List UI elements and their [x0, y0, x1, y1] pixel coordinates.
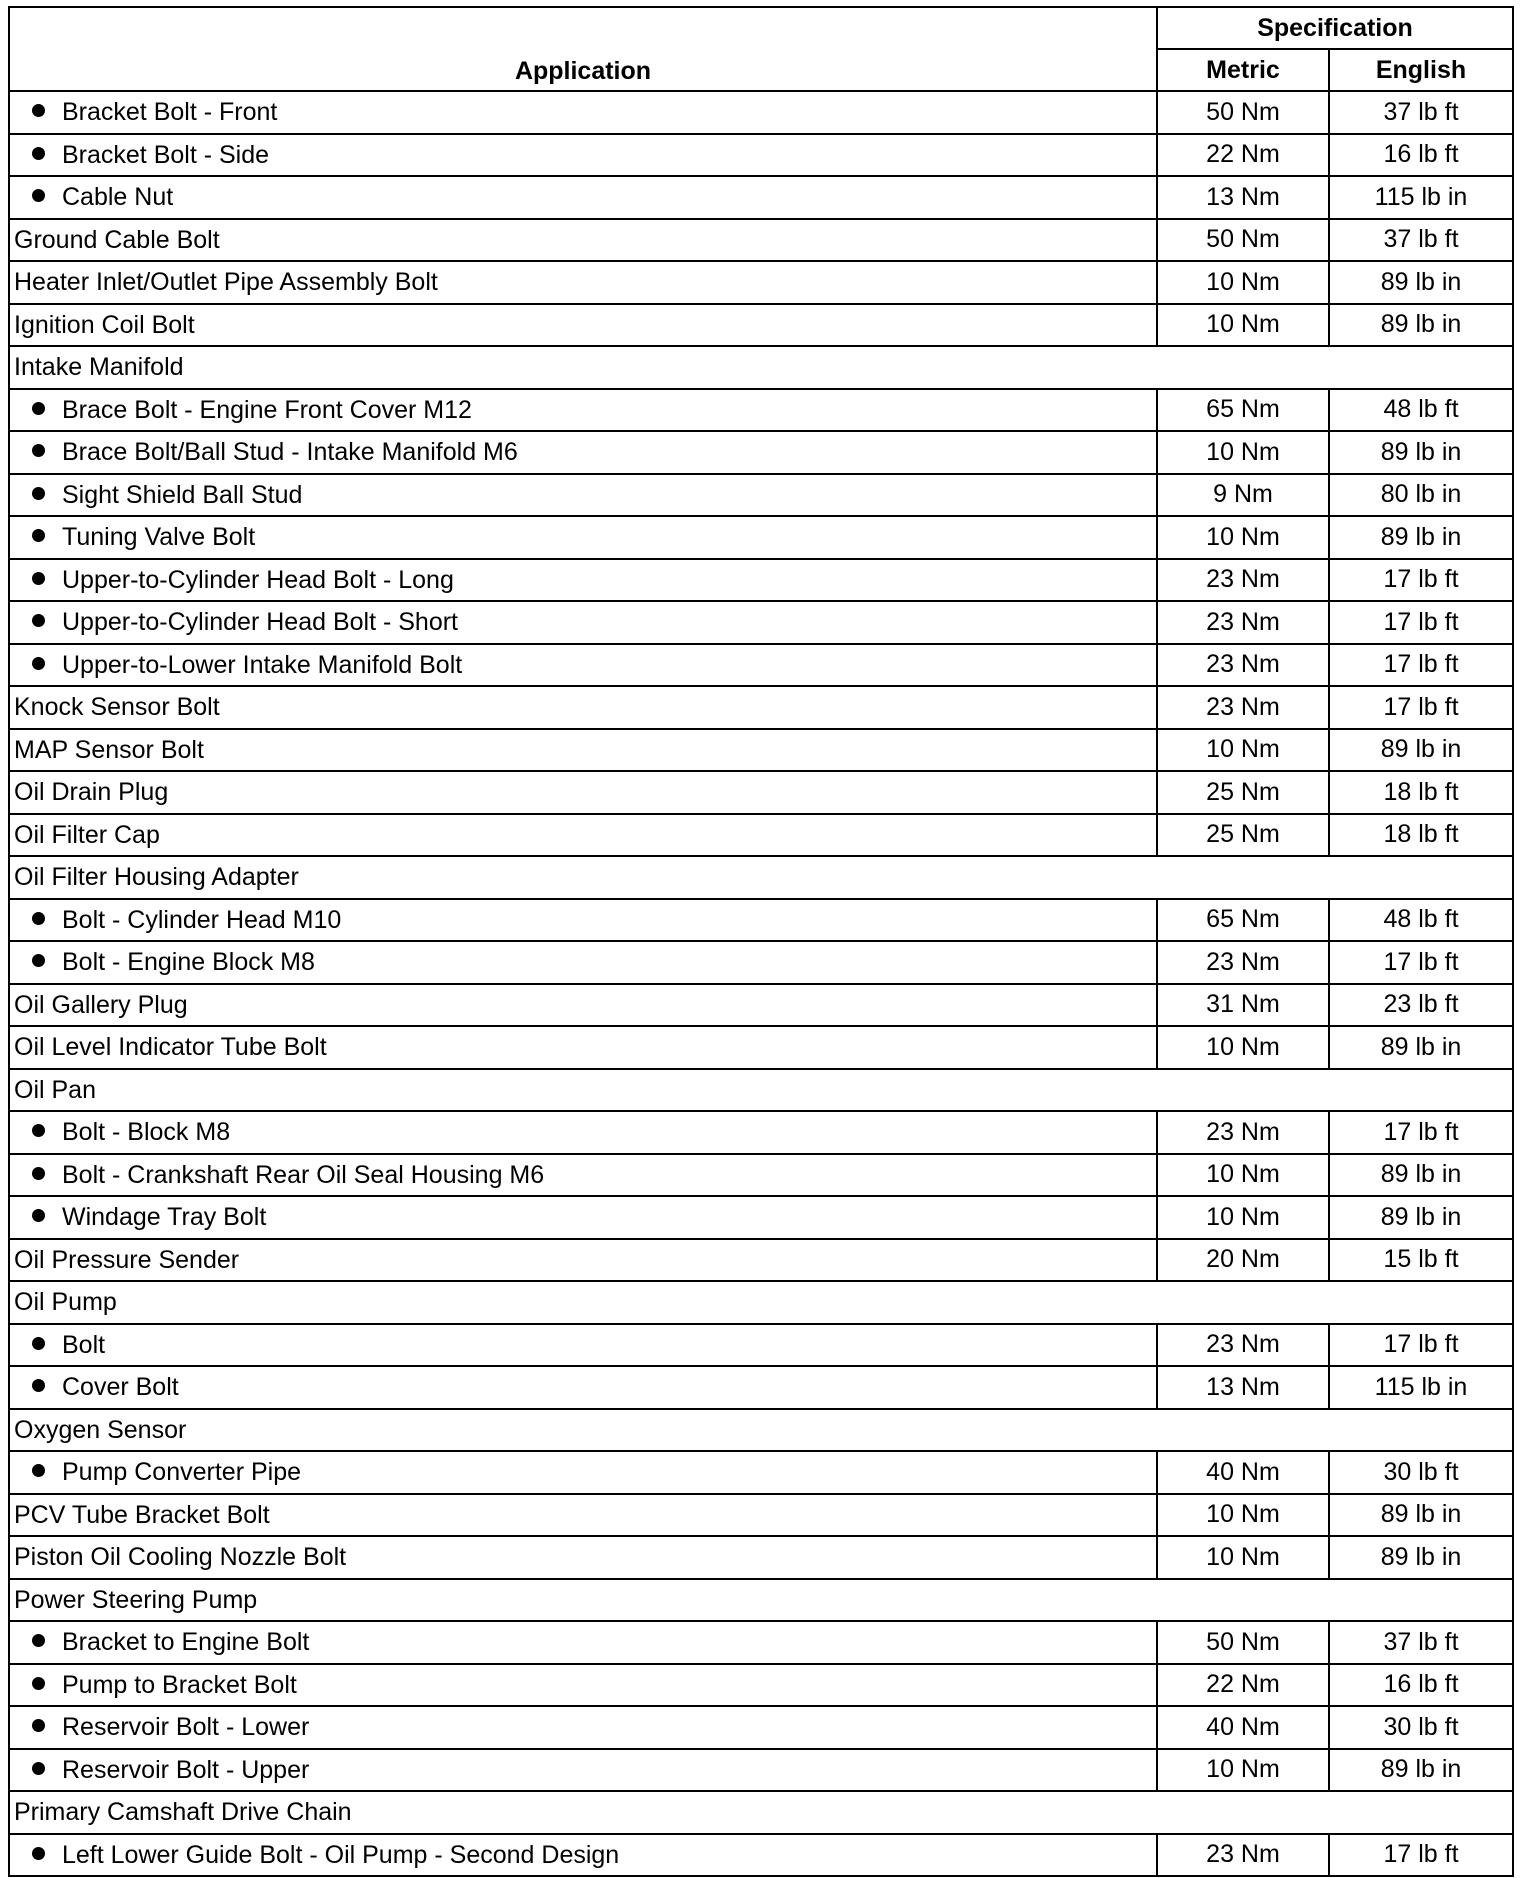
table-row — [9, 219, 1513, 262]
bullet-icon — [32, 1124, 45, 1137]
english-value: 89 lb in — [1329, 1154, 1513, 1197]
bullet-icon — [32, 1337, 45, 1350]
english-value: 115 lb in — [1329, 176, 1513, 219]
table-body — [9, 91, 1513, 1876]
table-row — [9, 1366, 1513, 1409]
table-row — [9, 389, 1513, 432]
application-cell — [9, 1026, 1157, 1069]
metric-value: 50 Nm — [1157, 1621, 1329, 1664]
application-label: Brace Bolt/Ball Stud - Intake Manifold M6 — [62, 438, 518, 467]
metric-value: 31 Nm — [1157, 984, 1329, 1027]
metric-value: 10 Nm — [1157, 304, 1329, 347]
metric-value: 23 Nm — [1157, 601, 1329, 644]
application-cell — [9, 559, 1157, 602]
application-cell — [9, 984, 1157, 1027]
application-label: Bolt - Engine Block M8 — [62, 948, 315, 977]
table-row — [9, 176, 1513, 219]
english-value: 89 lb in — [1329, 1536, 1513, 1579]
table-row — [9, 1536, 1513, 1579]
metric-value: 10 Nm — [1157, 1749, 1329, 1792]
metric-value: 50 Nm — [1157, 219, 1329, 262]
application-label: Oil Pressure Sender — [14, 1245, 240, 1274]
application-cell — [9, 474, 1157, 517]
table-row — [9, 261, 1513, 304]
metric-value: 10 Nm — [1157, 261, 1329, 304]
metric-value: 10 Nm — [1157, 516, 1329, 559]
english-value: 17 lb ft — [1329, 644, 1513, 687]
bullet-icon — [32, 147, 45, 160]
metric-value: 23 Nm — [1157, 1111, 1329, 1154]
english-value: 17 lb ft — [1329, 686, 1513, 729]
application-cell — [9, 729, 1157, 772]
application-cell — [9, 1324, 1157, 1367]
table-row — [9, 1026, 1513, 1069]
metric-value: 23 Nm — [1157, 644, 1329, 687]
application-label: Bolt — [62, 1330, 106, 1359]
table-row — [9, 729, 1513, 772]
english-value: 89 lb in — [1329, 1494, 1513, 1537]
bullet-icon — [32, 954, 45, 967]
application-label: Sight Shield Ball Stud — [62, 480, 303, 509]
application-cell — [9, 389, 1157, 432]
english-value: 17 lb ft — [1329, 559, 1513, 602]
english-value: 89 lb in — [1329, 304, 1513, 347]
application-label: Upper-to-Lower Intake Manifold Bolt — [62, 650, 463, 679]
table-row — [9, 814, 1513, 857]
metric-value: 25 Nm — [1157, 814, 1329, 857]
application-cell — [9, 1196, 1157, 1239]
application-label: Reservoir Bolt - Upper — [62, 1755, 310, 1784]
bullet-icon — [32, 614, 45, 627]
metric-value: 10 Nm — [1157, 1536, 1329, 1579]
application-cell — [9, 431, 1157, 474]
english-value: 18 lb ft — [1329, 814, 1513, 857]
bullet-icon — [32, 1634, 45, 1647]
application-label: Knock Sensor Bolt — [14, 693, 220, 722]
application-label: MAP Sensor Bolt — [14, 735, 204, 764]
metric-value: 10 Nm — [1157, 1026, 1329, 1069]
table-row — [9, 1749, 1513, 1792]
english-value: 37 lb ft — [1329, 91, 1513, 134]
application-cell — [9, 1621, 1157, 1664]
application-cell — [9, 1451, 1157, 1494]
english-value: 30 lb ft — [1329, 1706, 1513, 1749]
application-label: Oxygen Sensor — [14, 1415, 187, 1444]
table-row — [9, 1664, 1513, 1707]
english-value: 16 lb ft — [1329, 1664, 1513, 1707]
english-value: 30 lb ft — [1329, 1451, 1513, 1494]
metric-value: 9 Nm — [1157, 474, 1329, 517]
table-row — [9, 1706, 1513, 1749]
english-value: 89 lb in — [1329, 516, 1513, 559]
application-label: Oil Filter Housing Adapter — [14, 863, 299, 892]
bullet-icon — [32, 1762, 45, 1775]
english-header: English — [1329, 49, 1513, 91]
bullet-icon — [32, 1847, 45, 1860]
metric-value: 23 Nm — [1157, 941, 1329, 984]
english-value: 89 lb in — [1329, 1196, 1513, 1239]
table-row — [9, 304, 1513, 347]
application-label: Bolt - Crankshaft Rear Oil Seal Housing M6 — [62, 1160, 545, 1189]
application-label: Pump to Bracket Bolt — [62, 1670, 297, 1699]
metric-value: 40 Nm — [1157, 1706, 1329, 1749]
table-row — [9, 474, 1513, 517]
group-header-row — [9, 856, 1513, 899]
application-cell — [9, 516, 1157, 559]
bullet-icon — [32, 1379, 45, 1392]
metric-value: 10 Nm — [1157, 1494, 1329, 1537]
application-label: Left Lower Guide Bolt - Oil Pump - Second Design — [62, 1840, 620, 1869]
bullet-icon — [32, 402, 45, 415]
application-label: Oil Pan — [14, 1075, 96, 1104]
bullet-icon — [32, 572, 45, 585]
table-row — [9, 1196, 1513, 1239]
application-cell — [9, 1791, 1513, 1834]
table-row — [9, 516, 1513, 559]
table-row — [9, 1451, 1513, 1494]
application-label: Intake Manifold — [14, 353, 184, 382]
application-label: Bracket to Engine Bolt — [62, 1628, 310, 1657]
english-value: 115 lb in — [1329, 1366, 1513, 1409]
application-label: Bracket Bolt - Side — [62, 140, 270, 169]
group-header-row — [9, 1281, 1513, 1324]
english-value: 89 lb in — [1329, 729, 1513, 772]
metric-value: 13 Nm — [1157, 176, 1329, 219]
application-cell — [9, 899, 1157, 942]
application-label: Bolt - Block M8 — [62, 1118, 231, 1147]
application-label: Oil Filter Cap — [14, 820, 160, 849]
metric-header: Metric — [1157, 49, 1329, 91]
application-cell — [9, 1154, 1157, 1197]
application-cell — [9, 1749, 1157, 1792]
application-header: Application — [9, 7, 1157, 91]
metric-value: 10 Nm — [1157, 729, 1329, 772]
metric-value: 40 Nm — [1157, 1451, 1329, 1494]
table-row — [9, 1324, 1513, 1367]
application-cell — [9, 686, 1157, 729]
metric-value: 10 Nm — [1157, 431, 1329, 474]
table-row — [9, 984, 1513, 1027]
table-row — [9, 601, 1513, 644]
metric-value: 22 Nm — [1157, 134, 1329, 177]
application-label: Reservoir Bolt - Lower — [62, 1713, 310, 1742]
metric-value: 65 Nm — [1157, 389, 1329, 432]
application-cell — [9, 1536, 1157, 1579]
english-value: 17 lb ft — [1329, 1834, 1513, 1877]
table-header — [9, 7, 1513, 91]
application-cell — [9, 304, 1157, 347]
application-cell — [9, 176, 1157, 219]
application-label: Cover Bolt — [62, 1373, 179, 1402]
group-header-row — [9, 1069, 1513, 1112]
bullet-icon — [32, 657, 45, 670]
application-cell — [9, 219, 1157, 262]
application-label: Upper-to-Cylinder Head Bolt - Short — [62, 608, 458, 637]
bullet-icon — [32, 1464, 45, 1477]
metric-value: 23 Nm — [1157, 1834, 1329, 1877]
application-cell — [9, 1366, 1157, 1409]
table-row — [9, 899, 1513, 942]
application-label: Oil Level Indicator Tube Bolt — [14, 1033, 327, 1062]
table-row — [9, 1834, 1513, 1877]
english-value: 89 lb in — [1329, 1749, 1513, 1792]
bullet-icon — [32, 444, 45, 457]
application-label: Power Steering Pump — [14, 1585, 258, 1614]
english-value: 48 lb ft — [1329, 389, 1513, 432]
table-row — [9, 559, 1513, 602]
bullet-icon — [32, 1209, 45, 1222]
application-label: Ground Cable Bolt — [14, 225, 220, 254]
group-header-row — [9, 1579, 1513, 1622]
bullet-icon — [32, 487, 45, 500]
application-label: Oil Pump — [14, 1288, 117, 1317]
english-value: 89 lb in — [1329, 431, 1513, 474]
bullet-icon — [32, 1167, 45, 1180]
application-cell — [9, 1409, 1513, 1452]
application-cell — [9, 1664, 1157, 1707]
english-value: 80 lb in — [1329, 474, 1513, 517]
metric-value: 25 Nm — [1157, 771, 1329, 814]
bullet-icon — [32, 1719, 45, 1732]
application-cell — [9, 1494, 1157, 1537]
application-cell — [9, 1239, 1157, 1282]
application-label: Cable Nut — [62, 183, 174, 212]
table-row — [9, 1494, 1513, 1537]
application-cell — [9, 134, 1157, 177]
bullet-icon — [32, 104, 45, 117]
table-row — [9, 1239, 1513, 1282]
english-value: 15 lb ft — [1329, 1239, 1513, 1282]
metric-value: 10 Nm — [1157, 1154, 1329, 1197]
application-label: Brace Bolt - Engine Front Cover M12 — [62, 395, 472, 424]
application-label: Ignition Coil Bolt — [14, 310, 195, 339]
table-row — [9, 686, 1513, 729]
application-cell — [9, 601, 1157, 644]
application-cell — [9, 91, 1157, 134]
application-cell — [9, 261, 1157, 304]
application-cell — [9, 1281, 1513, 1324]
application-cell — [9, 1579, 1513, 1622]
table-row — [9, 1154, 1513, 1197]
english-value: 89 lb in — [1329, 1026, 1513, 1069]
table-row — [9, 1111, 1513, 1154]
application-label: PCV Tube Bracket Bolt — [14, 1500, 270, 1529]
english-value: 17 lb ft — [1329, 1111, 1513, 1154]
metric-value: 50 Nm — [1157, 91, 1329, 134]
specification-header: Specification — [1157, 7, 1513, 49]
application-label: Windage Tray Bolt — [62, 1203, 267, 1232]
table-row — [9, 134, 1513, 177]
application-label: Heater Inlet/Outlet Pipe Assembly Bolt — [14, 268, 438, 297]
application-label: Primary Camshaft Drive Chain — [14, 1798, 352, 1827]
english-value: 89 lb in — [1329, 261, 1513, 304]
application-cell — [9, 814, 1157, 857]
table-row — [9, 771, 1513, 814]
metric-value: 13 Nm — [1157, 1366, 1329, 1409]
english-value: 37 lb ft — [1329, 219, 1513, 262]
metric-value: 65 Nm — [1157, 899, 1329, 942]
table-row — [9, 644, 1513, 687]
english-value: 37 lb ft — [1329, 1621, 1513, 1664]
application-label: Upper-to-Cylinder Head Bolt - Long — [62, 565, 454, 594]
metric-value: 23 Nm — [1157, 686, 1329, 729]
english-value: 16 lb ft — [1329, 134, 1513, 177]
application-label: Bracket Bolt - Front — [62, 98, 278, 127]
application-cell — [9, 1706, 1157, 1749]
metric-value: 23 Nm — [1157, 559, 1329, 602]
metric-value: 10 Nm — [1157, 1196, 1329, 1239]
application-cell — [9, 1069, 1513, 1112]
application-cell — [9, 941, 1157, 984]
table-row — [9, 431, 1513, 474]
application-label: Tuning Valve Bolt — [62, 523, 256, 552]
table-row — [9, 941, 1513, 984]
english-value: 17 lb ft — [1329, 601, 1513, 644]
group-header-row — [9, 1409, 1513, 1452]
bullet-icon — [32, 912, 45, 925]
application-label: Piston Oil Cooling Nozzle Bolt — [14, 1543, 347, 1572]
bullet-icon — [32, 189, 45, 202]
metric-value: 22 Nm — [1157, 1664, 1329, 1707]
application-label: Pump Converter Pipe — [62, 1458, 302, 1487]
metric-value: 23 Nm — [1157, 1324, 1329, 1367]
bullet-icon — [32, 529, 45, 542]
application-cell — [9, 771, 1157, 814]
table-row — [9, 1621, 1513, 1664]
bullet-icon — [32, 1677, 45, 1690]
application-label: Oil Gallery Plug — [14, 990, 188, 1019]
application-cell — [9, 644, 1157, 687]
group-header-row — [9, 1791, 1513, 1834]
group-header-row — [9, 346, 1513, 389]
english-value: 23 lb ft — [1329, 984, 1513, 1027]
table-row — [9, 91, 1513, 134]
fastener-spec-table — [8, 6, 1514, 1877]
application-cell — [9, 1111, 1157, 1154]
application-cell — [9, 346, 1513, 389]
application-cell — [9, 856, 1513, 899]
application-label: Oil Drain Plug — [14, 778, 169, 807]
english-value: 48 lb ft — [1329, 899, 1513, 942]
english-value: 17 lb ft — [1329, 1324, 1513, 1367]
application-label: Bolt - Cylinder Head M10 — [62, 905, 342, 934]
metric-value: 20 Nm — [1157, 1239, 1329, 1282]
english-value: 17 lb ft — [1329, 941, 1513, 984]
english-value: 18 lb ft — [1329, 771, 1513, 814]
application-cell — [9, 1834, 1157, 1877]
